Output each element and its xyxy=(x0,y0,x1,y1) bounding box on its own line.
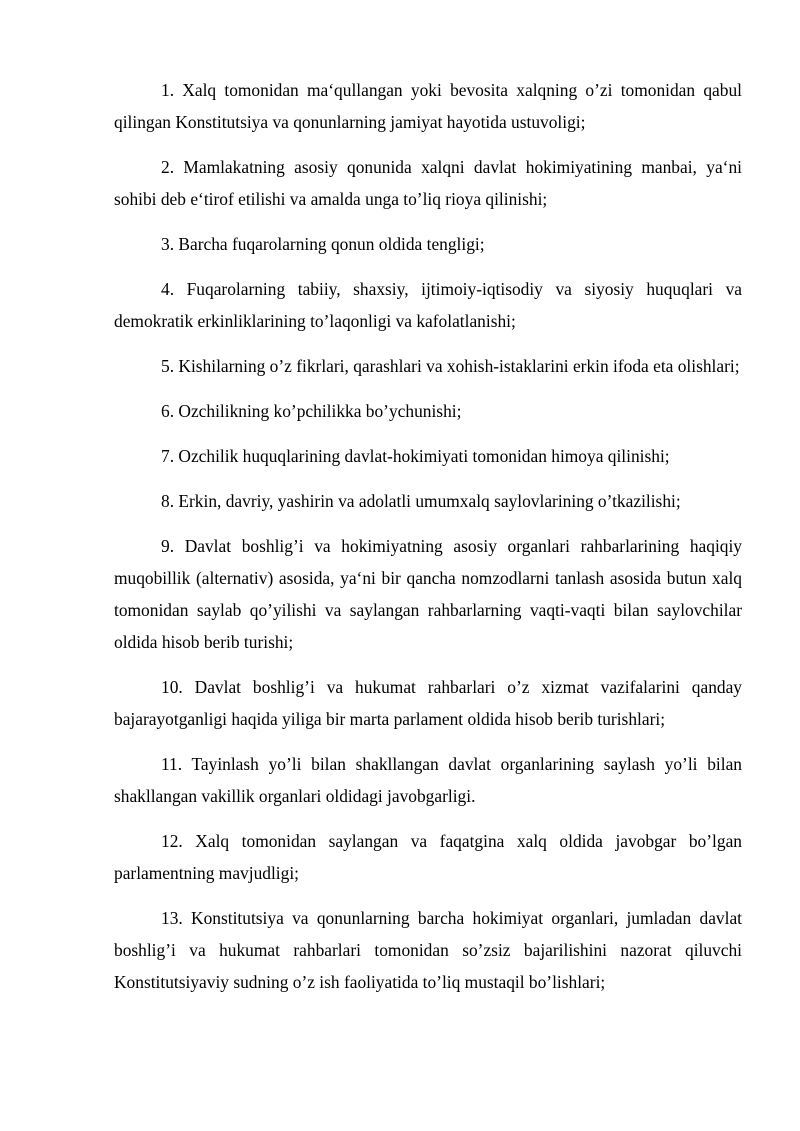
paragraph-9: 9. Davlat boshlig’i va hokimiyatning asosiy organlari rahbarlarining haqiqiy muqobillik (alternativ) asosida, ya‘ni bir qancha nomzodlarni tanlash asosida butun xalq tomonidan saylab qo’yilishi va saylangan rahbarlarning vaqti-vaqti bilan saylovchilar oldida hisob berib turishi; xyxy=(114,536,742,652)
paragraph-2: 2. Mamlakatning asosiy qonunida xalqni davlat hokimiyatining manbai, ya‘ni sohibi deb e‘tirof etilishi va amalda unga to’liq rioya qilinishi; xyxy=(114,157,742,209)
paragraph-1: 1. Xalq tomonidan ma‘qullangan yoki bevosita xalqning o’zi tomonidan qabul qilingan Konstitutsiya va qonunlarning jamiyat hayotida ustuvoligi; xyxy=(114,80,742,132)
paragraph-5: 5. Kishilarning o’z fikrlari, qarashlari va xohish-istaklarini erkin ifoda eta olishlari; xyxy=(161,356,740,376)
paragraph-6: 6. Ozchilikning ko’pchilikka bo’ychunishi; xyxy=(161,401,462,421)
paragraph-8: 8. Erkin, davriy, yashirin va adolatli umumxalq saylovlarining o’tkazilishi; xyxy=(161,491,681,511)
paragraph-11: 11. Tayinlash yo’li bilan shakllangan davlat organlarining saylash yo’li bilan shakllangan vakillik organlari oldidagi javobgarligi. xyxy=(114,754,742,806)
paragraph-7: 7. Ozchilik huquqlarining davlat-hokimiyati tomonidan himoya qilinishi; xyxy=(161,446,670,466)
paragraph-3: 3. Barcha fuqarolarning qonun oldida tengligi; xyxy=(161,234,485,254)
paragraph-12: 12. Xalq tomonidan saylangan va faqatgina xalq oldida javobgar bo’lgan parlamentning mavjudligi; xyxy=(114,831,742,883)
paragraph-4: 4. Fuqarolarning tabiiy, shaxsiy, ijtimoiy-iqtisodiy va siyosiy huquqlari va demokratik erkinliklarining to’laqonligi va kafolatlanishi; xyxy=(114,279,742,331)
paragraph-13: 13. Konstitutsiya va qonunlarning barcha hokimiyat organlari, jumladan davlat boshlig’i va hukumat rahbarlari tomonidan so’zsiz bajarilishini nazorat qiluvchi Konstitutsiyaviy sudning o’z ish faoliyatida to’liq mustaqil bo’lishlari; xyxy=(114,908,742,992)
paragraph-10: 10. Davlat boshlig’i va hukumat rahbarlari o’z xizmat vazifalarini qanday bajarayotganligi haqida yiliga bir marta parlament oldida hisob berib turishlari; xyxy=(114,677,742,729)
